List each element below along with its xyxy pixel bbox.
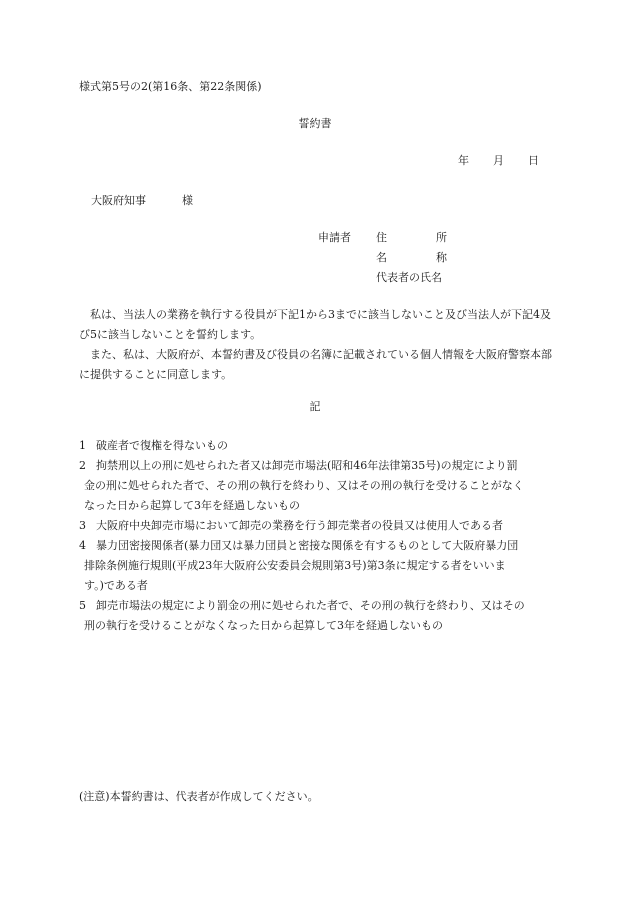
representative-label: 代表者の氏名 bbox=[376, 271, 442, 284]
date-month-label: 月 bbox=[493, 154, 504, 167]
applicant-representative-row bbox=[376, 271, 447, 291]
pledge-paragraph-2: また、私は、大阪府が、本誓約書及び役員の名簿に記載されている個人情報を大阪府警察本部に提供することに同意します。 bbox=[79, 348, 552, 381]
item-text: 卸売市場法の規定により罰金の刑に処せられた者で、その刑の執行を終わり、又はその bbox=[96, 599, 525, 612]
item-text-continuation: 排除条例施行規則(平成23年大阪府公安委員会規則第3号)第3条に規定する者をいいま bbox=[84, 559, 506, 572]
pledge-text bbox=[79, 305, 554, 385]
applicant-name-row bbox=[376, 251, 447, 271]
item-number: 4 bbox=[79, 539, 86, 552]
address-char-2: 所 bbox=[436, 231, 447, 244]
applicant-label: 申請者 bbox=[318, 231, 351, 244]
name-char-1: 名 bbox=[376, 251, 387, 264]
list-item bbox=[79, 536, 549, 556]
list-item bbox=[79, 516, 549, 536]
addressee-name: 大阪府知事 bbox=[91, 194, 146, 207]
date-day-label: 日 bbox=[528, 154, 539, 167]
item-text-continuation: 刑の執行を受けることがなくなった日から起算して3年を経過しないもの bbox=[84, 619, 443, 632]
item-text: 暴力団密接関係者(暴力団又は暴力団員と密接な関係を有するものとして大阪府暴力団 bbox=[96, 539, 519, 552]
date-year-label: 年 bbox=[458, 154, 469, 167]
conditions-list bbox=[79, 436, 549, 636]
item-number: 5 bbox=[79, 599, 86, 612]
note-text: (注意)本誓約書は、代表者が作成してください。 bbox=[79, 790, 319, 803]
list-item bbox=[79, 596, 549, 616]
item-text: 拘禁刑以上の刑に処せられた者又は卸売市場法(昭和46年法律第35号)の規定により罰 bbox=[96, 459, 518, 472]
list-item bbox=[79, 456, 549, 476]
applicant-fields bbox=[376, 231, 447, 291]
item-text-continuation: す。)である者 bbox=[84, 579, 148, 592]
list-item bbox=[79, 436, 549, 456]
item-text-continuation: 金の刑に処せられた者で、その刑の執行を終わり、又はその刑の執行を受けることがなく bbox=[84, 479, 524, 492]
item-number: 3 bbox=[79, 519, 86, 532]
document-title: 誓約書 bbox=[298, 117, 332, 130]
item-number: 1 bbox=[79, 439, 86, 452]
address-char-1: 住 bbox=[376, 231, 387, 244]
item-number: 2 bbox=[79, 459, 86, 472]
item-text: 大阪府中央卸売市場において卸売の業務を行う卸売業者の役員又は使用人である者 bbox=[96, 519, 503, 532]
date-line bbox=[458, 154, 539, 167]
addressee-honorific: 様 bbox=[182, 194, 193, 207]
name-char-2: 称 bbox=[436, 251, 447, 264]
form-number: 様式第5号の2(第16条、第22条関係) bbox=[79, 80, 262, 93]
ki-heading: 記 bbox=[309, 400, 321, 413]
addressee bbox=[91, 194, 193, 207]
applicant-address-row bbox=[376, 231, 447, 251]
item-text-continuation: なった日から起算して3年を経過しないもの bbox=[84, 499, 300, 512]
pledge-paragraph-1: 私は、当法人の業務を執行する役員が下記1から3までに該当しないこと及び当法人が下記4及び5に該当しないことを誓約します。 bbox=[79, 308, 551, 341]
item-text: 破産者で復権を得ないもの bbox=[96, 439, 228, 452]
